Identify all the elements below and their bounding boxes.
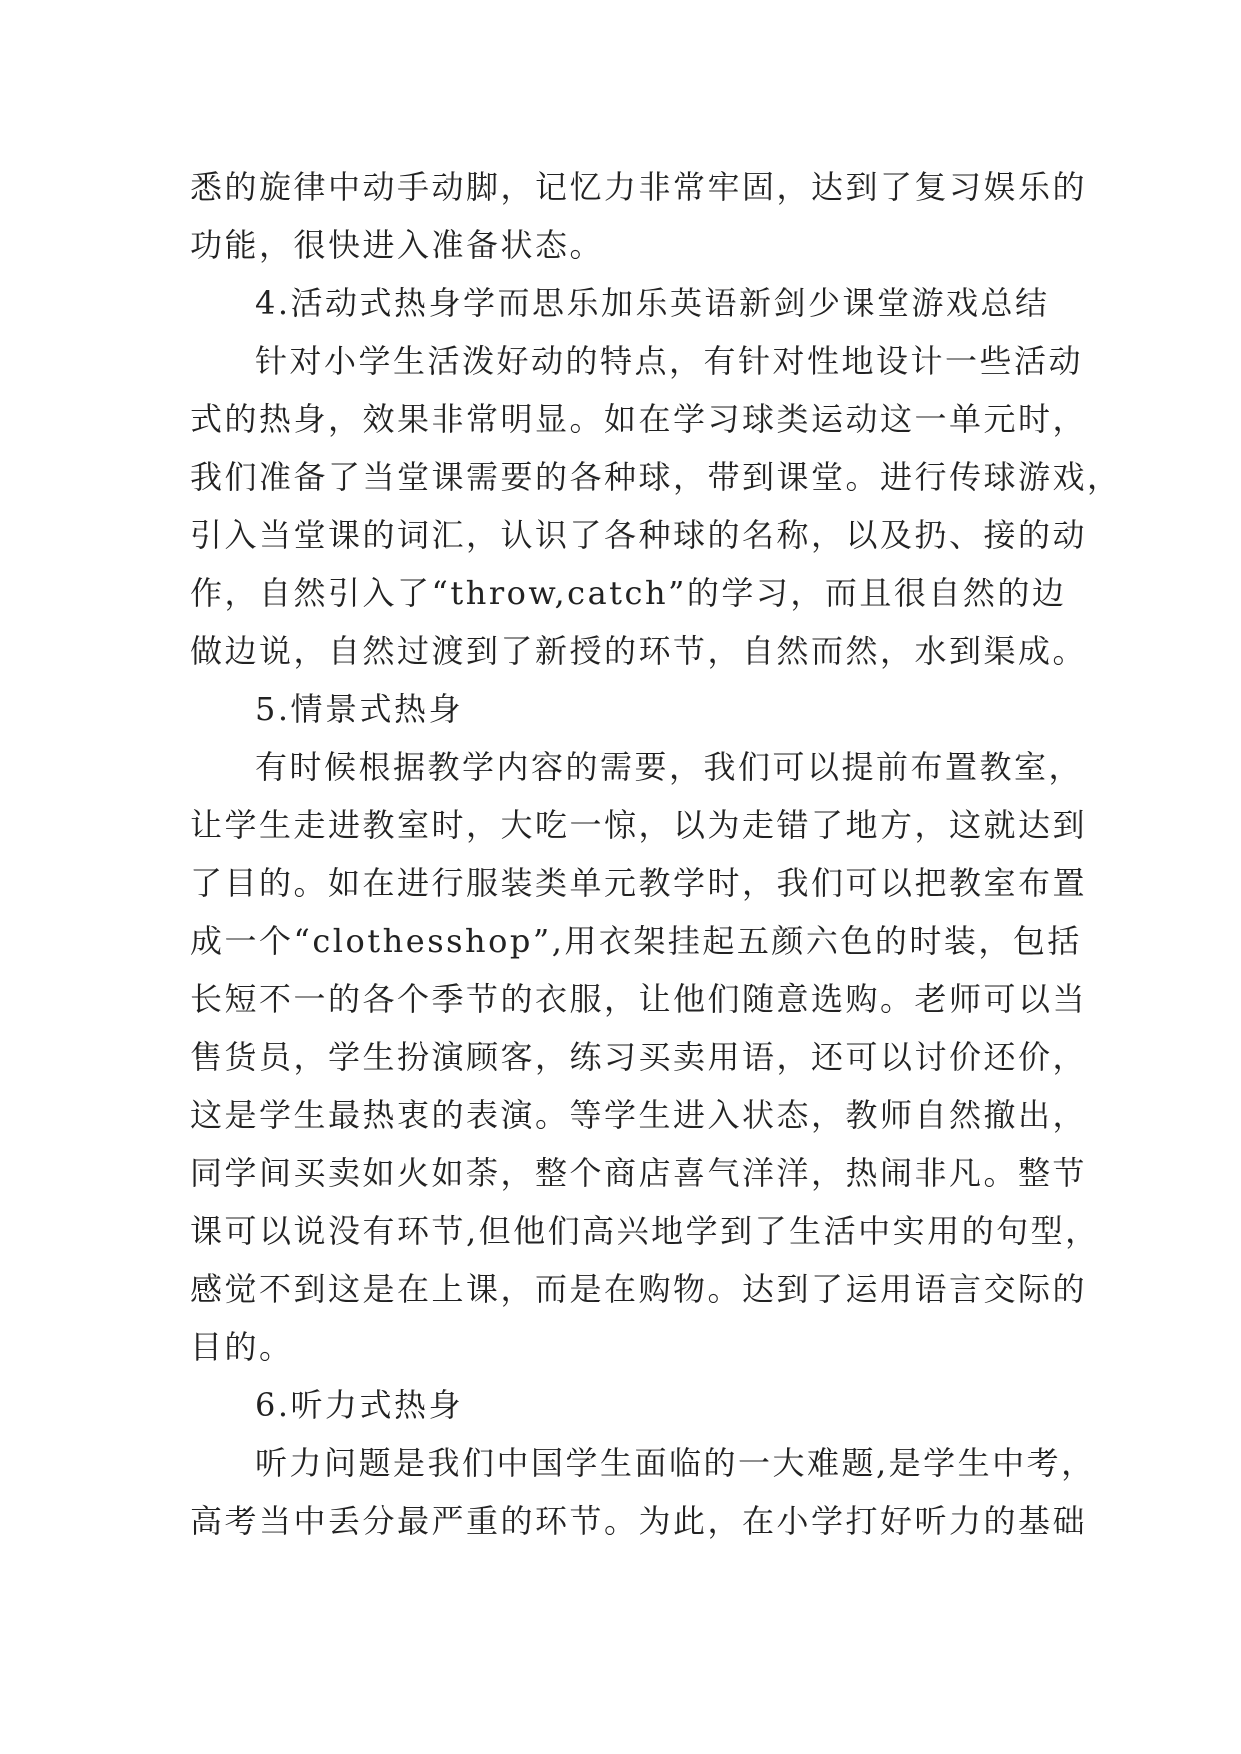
text-line: 有时候根据教学内容的需要，我们可以提前布置教室， [255, 748, 1084, 786]
text-line: 做边说，自然过渡到了新授的环节，自然而然，水到渠成。 [190, 632, 1088, 670]
text-line: 了目的。如在进行服装类单元教学时，我们可以把教室布置 [190, 864, 1088, 902]
text-line: 悉的旋律中动手动脚，记忆力非常牢固，达到了复习娱乐的 [190, 168, 1088, 206]
text-line: 高考当中丢分最严重的环节。为此，在小学打好听力的基础 [190, 1502, 1088, 1540]
text-line: 针对小学生活泼好动的特点，有针对性地设计一些活动 [255, 342, 1084, 380]
text-line: 成一个“clothesshop”,用衣架挂起五颜六色的时装，包括 [190, 922, 1082, 960]
document-body [190, 158, 1122, 1550]
text-line: 5.情景式热身 [255, 690, 464, 728]
text-line: 同学间买卖如火如荼，整个商店喜气洋洋，热闹非凡。整节 [190, 1154, 1088, 1192]
text-line: 让学生走进教室时，大吃一惊，以为走错了地方，这就达到 [190, 806, 1088, 844]
text-line: 目的。 [190, 1328, 294, 1366]
text-line: 功能，很快进入准备状态。 [190, 226, 605, 264]
text-line: 感觉不到这是在上课，而是在购物。达到了运用语言交际的 [190, 1270, 1088, 1308]
text-line: 听力问题是我们中国学生面临的一大难题,是学生中考， [255, 1444, 1096, 1482]
text-line: 作，自然引入了“throw,catch”的学习，而且很自然的边 [190, 574, 1067, 612]
text-line: 售货员，学生扮演顾客，练习买卖用语，还可以讨价还价， [190, 1038, 1088, 1076]
text-line: 6.听力式热身 [255, 1386, 464, 1424]
text-line: 我们准备了当堂课需要的各种球，带到课堂。进行传球游戏， [190, 458, 1122, 496]
text-line: 长短不一的各个季节的衣服，让他们随意选购。老师可以当 [190, 980, 1088, 1018]
text-line: 这是学生最热衷的表演。等学生进入状态，教师自然撤出， [190, 1096, 1088, 1134]
text-line: 4.活动式热身学而思乐加乐英语新剑少课堂游戏总结 [255, 284, 1050, 322]
text-line: 引入当堂课的词汇，认识了各种球的名称，以及扔、接的动 [190, 516, 1088, 554]
text-line: 课可以说没有环节,但他们高兴地学到了生活中实用的句型， [190, 1212, 1100, 1250]
text-line: 式的热身，效果非常明显。如在学习球类运动这一单元时， [190, 400, 1088, 438]
